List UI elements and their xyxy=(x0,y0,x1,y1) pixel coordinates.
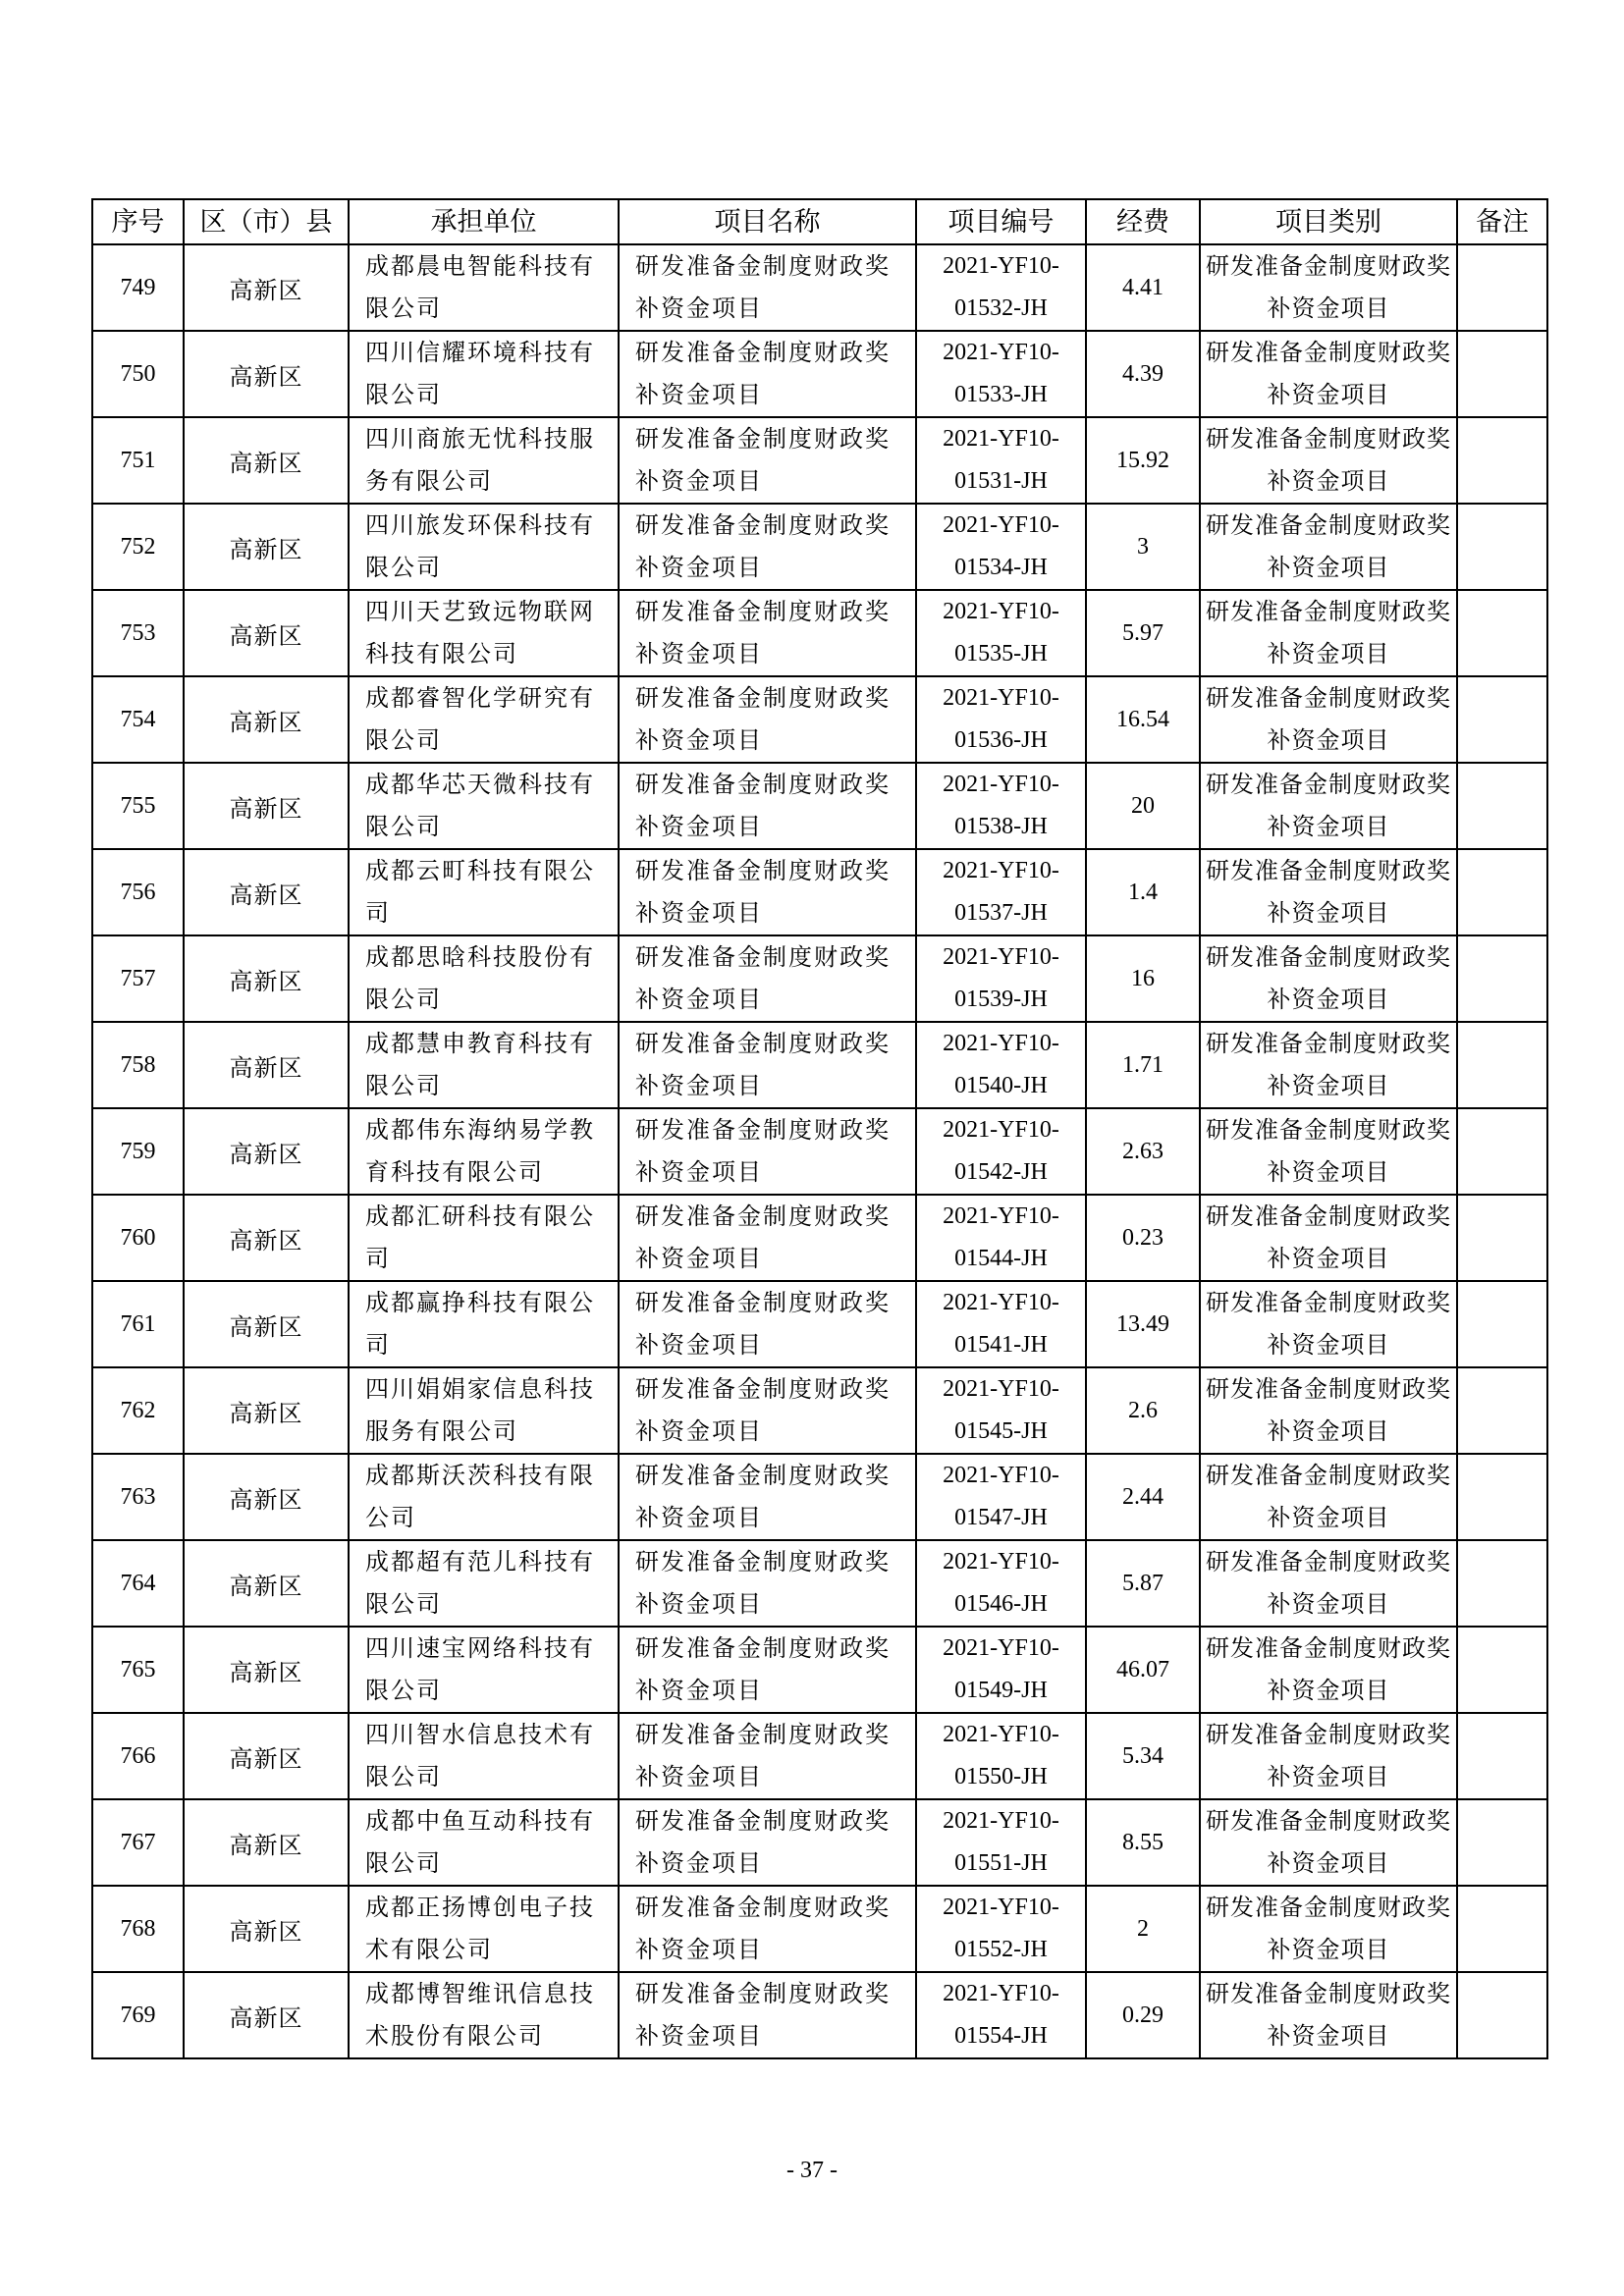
code-line-1: 2021-YF10- xyxy=(943,1031,1059,1056)
table-row xyxy=(92,244,1547,331)
cell-code xyxy=(916,1022,1086,1108)
table-row xyxy=(92,1022,1547,1108)
cell-fund: 16.54 xyxy=(1086,676,1200,763)
code-line-1: 2021-YF10- xyxy=(943,1117,1059,1143)
code-line-1: 2021-YF10- xyxy=(943,599,1059,624)
cell-project: 研发准备金制度财政奖补资金项目 xyxy=(619,504,916,590)
cell-category: 研发准备金制度财政奖补资金项目 xyxy=(1200,1972,1457,2058)
cell-district: 高新区 xyxy=(184,1281,349,1367)
code-line-1: 2021-YF10- xyxy=(943,1290,1059,1315)
cell-no: 749 xyxy=(92,244,184,331)
cell-unit: 成都云町科技有限公司 xyxy=(349,849,619,935)
cell-district: 高新区 xyxy=(184,1799,349,1886)
cell-fund: 5.87 xyxy=(1086,1540,1200,1627)
code-line-2: 01535-JH xyxy=(954,641,1048,667)
cell-district: 高新区 xyxy=(184,935,349,1022)
cell-code xyxy=(916,935,1086,1022)
cell-note xyxy=(1457,1627,1547,1713)
cell-category: 研发准备金制度财政奖补资金项目 xyxy=(1200,244,1457,331)
table-row xyxy=(92,935,1547,1022)
cell-no: 766 xyxy=(92,1713,184,1799)
code-line-1: 2021-YF10- xyxy=(943,772,1059,797)
cell-district: 高新区 xyxy=(184,1713,349,1799)
cell-project: 研发准备金制度财政奖补资金项目 xyxy=(619,763,916,849)
table-row xyxy=(92,1195,1547,1281)
header-fund: 经费 xyxy=(1086,199,1200,244)
cell-category: 研发准备金制度财政奖补资金项目 xyxy=(1200,417,1457,504)
cell-no: 755 xyxy=(92,763,184,849)
cell-code xyxy=(916,1281,1086,1367)
cell-category: 研发准备金制度财政奖补资金项目 xyxy=(1200,935,1457,1022)
cell-code xyxy=(916,1799,1086,1886)
cell-project: 研发准备金制度财政奖补资金项目 xyxy=(619,1886,916,1972)
cell-note xyxy=(1457,1108,1547,1195)
cell-project: 研发准备金制度财政奖补资金项目 xyxy=(619,1022,916,1108)
cell-district: 高新区 xyxy=(184,1454,349,1540)
code-line-2: 01549-JH xyxy=(954,1678,1048,1703)
table-row xyxy=(92,590,1547,676)
cell-project: 研发准备金制度财政奖补资金项目 xyxy=(619,1540,916,1627)
code-line-2: 01545-JH xyxy=(954,1418,1048,1444)
cell-fund: 4.41 xyxy=(1086,244,1200,331)
cell-no: 760 xyxy=(92,1195,184,1281)
cell-fund: 16 xyxy=(1086,935,1200,1022)
cell-code xyxy=(916,1454,1086,1540)
cell-note xyxy=(1457,1022,1547,1108)
cell-note xyxy=(1457,1540,1547,1627)
code-line-1: 2021-YF10- xyxy=(943,1376,1059,1402)
cell-code xyxy=(916,417,1086,504)
header-district: 区（市）县 xyxy=(184,199,349,244)
cell-unit: 成都斯沃茨科技有限公司 xyxy=(349,1454,619,1540)
cell-unit: 四川信耀环境科技有限公司 xyxy=(349,331,619,417)
table-row xyxy=(92,1367,1547,1454)
cell-no: 768 xyxy=(92,1886,184,1972)
code-line-1: 2021-YF10- xyxy=(943,1722,1059,1747)
code-line-1: 2021-YF10- xyxy=(943,1203,1059,1229)
cell-note xyxy=(1457,676,1547,763)
cell-district: 高新区 xyxy=(184,849,349,935)
cell-district: 高新区 xyxy=(184,1886,349,1972)
cell-category: 研发准备金制度财政奖补资金项目 xyxy=(1200,676,1457,763)
cell-code xyxy=(916,1886,1086,1972)
cell-no: 767 xyxy=(92,1799,184,1886)
cell-fund: 0.23 xyxy=(1086,1195,1200,1281)
cell-no: 759 xyxy=(92,1108,184,1195)
cell-code xyxy=(916,590,1086,676)
cell-no: 752 xyxy=(92,504,184,590)
cell-fund: 15.92 xyxy=(1086,417,1200,504)
code-line-1: 2021-YF10- xyxy=(943,858,1059,883)
cell-project: 研发准备金制度财政奖补资金项目 xyxy=(619,935,916,1022)
cell-fund: 4.39 xyxy=(1086,331,1200,417)
cell-unit: 成都赢挣科技有限公司 xyxy=(349,1281,619,1367)
cell-district: 高新区 xyxy=(184,763,349,849)
cell-category: 研发准备金制度财政奖补资金项目 xyxy=(1200,1799,1457,1886)
cell-category: 研发准备金制度财政奖补资金项目 xyxy=(1200,1627,1457,1713)
cell-unit: 成都汇研科技有限公司 xyxy=(349,1195,619,1281)
code-line-1: 2021-YF10- xyxy=(943,1635,1059,1661)
cell-note xyxy=(1457,1367,1547,1454)
cell-category: 研发准备金制度财政奖补资金项目 xyxy=(1200,1195,1457,1281)
cell-project: 研发准备金制度财政奖补资金项目 xyxy=(619,1108,916,1195)
table-row xyxy=(92,1540,1547,1627)
table-row xyxy=(92,1799,1547,1886)
cell-no: 754 xyxy=(92,676,184,763)
cell-note xyxy=(1457,1281,1547,1367)
table-row xyxy=(92,1454,1547,1540)
code-line-1: 2021-YF10- xyxy=(943,426,1059,452)
cell-project: 研发准备金制度财政奖补资金项目 xyxy=(619,417,916,504)
cell-note xyxy=(1457,590,1547,676)
cell-project: 研发准备金制度财政奖补资金项目 xyxy=(619,676,916,763)
header-note: 备注 xyxy=(1457,199,1547,244)
code-line-2: 01537-JH xyxy=(954,900,1048,926)
table-row xyxy=(92,417,1547,504)
cell-fund: 2 xyxy=(1086,1886,1200,1972)
cell-note xyxy=(1457,935,1547,1022)
code-line-2: 01539-JH xyxy=(954,987,1048,1012)
cell-fund: 2.6 xyxy=(1086,1367,1200,1454)
code-line-2: 01531-JH xyxy=(954,468,1048,494)
cell-project: 研发准备金制度财政奖补资金项目 xyxy=(619,1454,916,1540)
table-row xyxy=(92,1972,1547,2058)
code-line-2: 01541-JH xyxy=(954,1332,1048,1358)
cell-no: 765 xyxy=(92,1627,184,1713)
table-row xyxy=(92,1627,1547,1713)
code-line-2: 01540-JH xyxy=(954,1073,1048,1098)
page-number: - 37 - xyxy=(786,2158,838,2183)
cell-fund: 8.55 xyxy=(1086,1799,1200,1886)
code-line-2: 01552-JH xyxy=(954,1937,1048,1962)
cell-project: 研发准备金制度财政奖补资金项目 xyxy=(619,244,916,331)
cell-note xyxy=(1457,1799,1547,1886)
table-row xyxy=(92,1886,1547,1972)
cell-unit: 成都超有范儿科技有限公司 xyxy=(349,1540,619,1627)
cell-code xyxy=(916,763,1086,849)
cell-code xyxy=(916,244,1086,331)
cell-fund: 13.49 xyxy=(1086,1281,1200,1367)
code-line-2: 01532-JH xyxy=(954,295,1048,321)
cell-no: 769 xyxy=(92,1972,184,2058)
cell-unit: 成都华芯天微科技有限公司 xyxy=(349,763,619,849)
cell-note xyxy=(1457,1886,1547,1972)
cell-fund: 5.34 xyxy=(1086,1713,1200,1799)
cell-unit: 四川商旅无忧科技服务有限公司 xyxy=(349,417,619,504)
cell-project: 研发准备金制度财政奖补资金项目 xyxy=(619,849,916,935)
cell-unit: 成都博智维讯信息技术股份有限公司 xyxy=(349,1972,619,2058)
cell-no: 764 xyxy=(92,1540,184,1627)
code-line-1: 2021-YF10- xyxy=(943,685,1059,711)
cell-unit: 四川智水信息技术有限公司 xyxy=(349,1713,619,1799)
cell-code xyxy=(916,1972,1086,2058)
cell-code xyxy=(916,331,1086,417)
code-line-1: 2021-YF10- xyxy=(943,1463,1059,1488)
cell-fund: 1.4 xyxy=(1086,849,1200,935)
cell-category: 研发准备金制度财政奖补资金项目 xyxy=(1200,849,1457,935)
cell-project: 研发准备金制度财政奖补资金项目 xyxy=(619,1627,916,1713)
cell-unit: 四川娟娟家信息科技服务有限公司 xyxy=(349,1367,619,1454)
cell-note xyxy=(1457,849,1547,935)
cell-code xyxy=(916,849,1086,935)
cell-unit: 四川速宝网络科技有限公司 xyxy=(349,1627,619,1713)
cell-unit: 成都晨电智能科技有限公司 xyxy=(349,244,619,331)
cell-category: 研发准备金制度财政奖补资金项目 xyxy=(1200,331,1457,417)
cell-project: 研发准备金制度财政奖补资金项目 xyxy=(619,1367,916,1454)
code-line-1: 2021-YF10- xyxy=(943,1808,1059,1834)
cell-note xyxy=(1457,244,1547,331)
code-line-2: 01544-JH xyxy=(954,1246,1048,1271)
code-line-2: 01536-JH xyxy=(954,727,1048,753)
header-unit: 承担单位 xyxy=(349,199,619,244)
code-line-1: 2021-YF10- xyxy=(943,1549,1059,1575)
cell-project: 研发准备金制度财政奖补资金项目 xyxy=(619,331,916,417)
code-line-2: 01533-JH xyxy=(954,382,1048,407)
cell-no: 756 xyxy=(92,849,184,935)
cell-fund: 46.07 xyxy=(1086,1627,1200,1713)
cell-district: 高新区 xyxy=(184,1972,349,2058)
cell-unit: 成都思晗科技股份有限公司 xyxy=(349,935,619,1022)
cell-category: 研发准备金制度财政奖补资金项目 xyxy=(1200,1713,1457,1799)
cell-fund: 2.44 xyxy=(1086,1454,1200,1540)
cell-no: 750 xyxy=(92,331,184,417)
cell-category: 研发准备金制度财政奖补资金项目 xyxy=(1200,1022,1457,1108)
cell-no: 761 xyxy=(92,1281,184,1367)
cell-note xyxy=(1457,763,1547,849)
header-code: 项目编号 xyxy=(916,199,1086,244)
cell-note xyxy=(1457,1195,1547,1281)
cell-category: 研发准备金制度财政奖补资金项目 xyxy=(1200,763,1457,849)
cell-category: 研发准备金制度财政奖补资金项目 xyxy=(1200,1367,1457,1454)
cell-note xyxy=(1457,1713,1547,1799)
cell-note xyxy=(1457,331,1547,417)
code-line-2: 01542-JH xyxy=(954,1159,1048,1185)
cell-code xyxy=(916,504,1086,590)
cell-category: 研发准备金制度财政奖补资金项目 xyxy=(1200,1281,1457,1367)
header-no: 序号 xyxy=(92,199,184,244)
cell-unit: 成都慧申教育科技有限公司 xyxy=(349,1022,619,1108)
cell-project: 研发准备金制度财政奖补资金项目 xyxy=(619,1972,916,2058)
cell-project: 研发准备金制度财政奖补资金项目 xyxy=(619,1799,916,1886)
table-row xyxy=(92,331,1547,417)
cell-no: 757 xyxy=(92,935,184,1022)
code-line-2: 01550-JH xyxy=(954,1764,1048,1789)
code-line-1: 2021-YF10- xyxy=(943,253,1059,279)
cell-code xyxy=(916,1540,1086,1627)
code-line-2: 01551-JH xyxy=(954,1850,1048,1876)
cell-district: 高新区 xyxy=(184,590,349,676)
cell-district: 高新区 xyxy=(184,417,349,504)
cell-district: 高新区 xyxy=(184,331,349,417)
header-category: 项目类别 xyxy=(1200,199,1457,244)
cell-district: 高新区 xyxy=(184,1367,349,1454)
cell-district: 高新区 xyxy=(184,244,349,331)
cell-category: 研发准备金制度财政奖补资金项目 xyxy=(1200,1454,1457,1540)
cell-note xyxy=(1457,417,1547,504)
code-line-2: 01546-JH xyxy=(954,1591,1048,1617)
cell-district: 高新区 xyxy=(184,1022,349,1108)
cell-code xyxy=(916,1713,1086,1799)
cell-fund: 1.71 xyxy=(1086,1022,1200,1108)
cell-category: 研发准备金制度财政奖补资金项目 xyxy=(1200,1108,1457,1195)
cell-project: 研发准备金制度财政奖补资金项目 xyxy=(619,1713,916,1799)
code-line-1: 2021-YF10- xyxy=(943,512,1059,538)
cell-project: 研发准备金制度财政奖补资金项目 xyxy=(619,590,916,676)
cell-no: 763 xyxy=(92,1454,184,1540)
header-project: 项目名称 xyxy=(619,199,916,244)
cell-unit: 成都睿智化学研究有限公司 xyxy=(349,676,619,763)
cell-note xyxy=(1457,1972,1547,2058)
cell-project: 研发准备金制度财政奖补资金项目 xyxy=(619,1281,916,1367)
code-line-2: 01538-JH xyxy=(954,814,1048,839)
cell-unit: 四川天艺致远物联网科技有限公司 xyxy=(349,590,619,676)
cell-district: 高新区 xyxy=(184,1540,349,1627)
cell-code xyxy=(916,1195,1086,1281)
cell-category: 研发准备金制度财政奖补资金项目 xyxy=(1200,1886,1457,1972)
cell-unit: 成都中鱼互动科技有限公司 xyxy=(349,1799,619,1886)
code-line-1: 2021-YF10- xyxy=(943,340,1059,365)
cell-district: 高新区 xyxy=(184,1195,349,1281)
cell-note xyxy=(1457,504,1547,590)
code-line-1: 2021-YF10- xyxy=(943,1981,1059,2006)
cell-fund: 5.97 xyxy=(1086,590,1200,676)
cell-category: 研发准备金制度财政奖补资金项目 xyxy=(1200,590,1457,676)
cell-code xyxy=(916,1108,1086,1195)
code-line-1: 2021-YF10- xyxy=(943,944,1059,970)
cell-category: 研发准备金制度财政奖补资金项目 xyxy=(1200,504,1457,590)
cell-district: 高新区 xyxy=(184,1627,349,1713)
cell-unit: 成都正扬博创电子技术有限公司 xyxy=(349,1886,619,1972)
cell-fund: 0.29 xyxy=(1086,1972,1200,2058)
cell-district: 高新区 xyxy=(184,504,349,590)
cell-no: 753 xyxy=(92,590,184,676)
cell-category: 研发准备金制度财政奖补资金项目 xyxy=(1200,1540,1457,1627)
table-body xyxy=(92,244,1547,2058)
cell-code xyxy=(916,676,1086,763)
project-table xyxy=(91,198,1548,2059)
table-row xyxy=(92,504,1547,590)
cell-project: 研发准备金制度财政奖补资金项目 xyxy=(619,1195,916,1281)
cell-fund: 20 xyxy=(1086,763,1200,849)
cell-unit: 成都伟东海纳易学教育科技有限公司 xyxy=(349,1108,619,1195)
table-row xyxy=(92,1281,1547,1367)
cell-no: 762 xyxy=(92,1367,184,1454)
code-line-2: 01534-JH xyxy=(954,555,1048,580)
table-row xyxy=(92,1108,1547,1195)
cell-fund: 2.63 xyxy=(1086,1108,1200,1195)
table-row xyxy=(92,849,1547,935)
cell-no: 751 xyxy=(92,417,184,504)
code-line-1: 2021-YF10- xyxy=(943,1895,1059,1920)
cell-code xyxy=(916,1627,1086,1713)
cell-code xyxy=(916,1367,1086,1454)
table-row xyxy=(92,1713,1547,1799)
code-line-2: 01547-JH xyxy=(954,1505,1048,1530)
cell-district: 高新区 xyxy=(184,1108,349,1195)
cell-unit: 四川旅发环保科技有限公司 xyxy=(349,504,619,590)
table-header-row xyxy=(92,199,1547,244)
cell-note xyxy=(1457,1454,1547,1540)
cell-fund: 3 xyxy=(1086,504,1200,590)
cell-no: 758 xyxy=(92,1022,184,1108)
table-row xyxy=(92,676,1547,763)
table-row xyxy=(92,763,1547,849)
cell-district: 高新区 xyxy=(184,676,349,763)
code-line-2: 01554-JH xyxy=(954,2023,1048,2049)
